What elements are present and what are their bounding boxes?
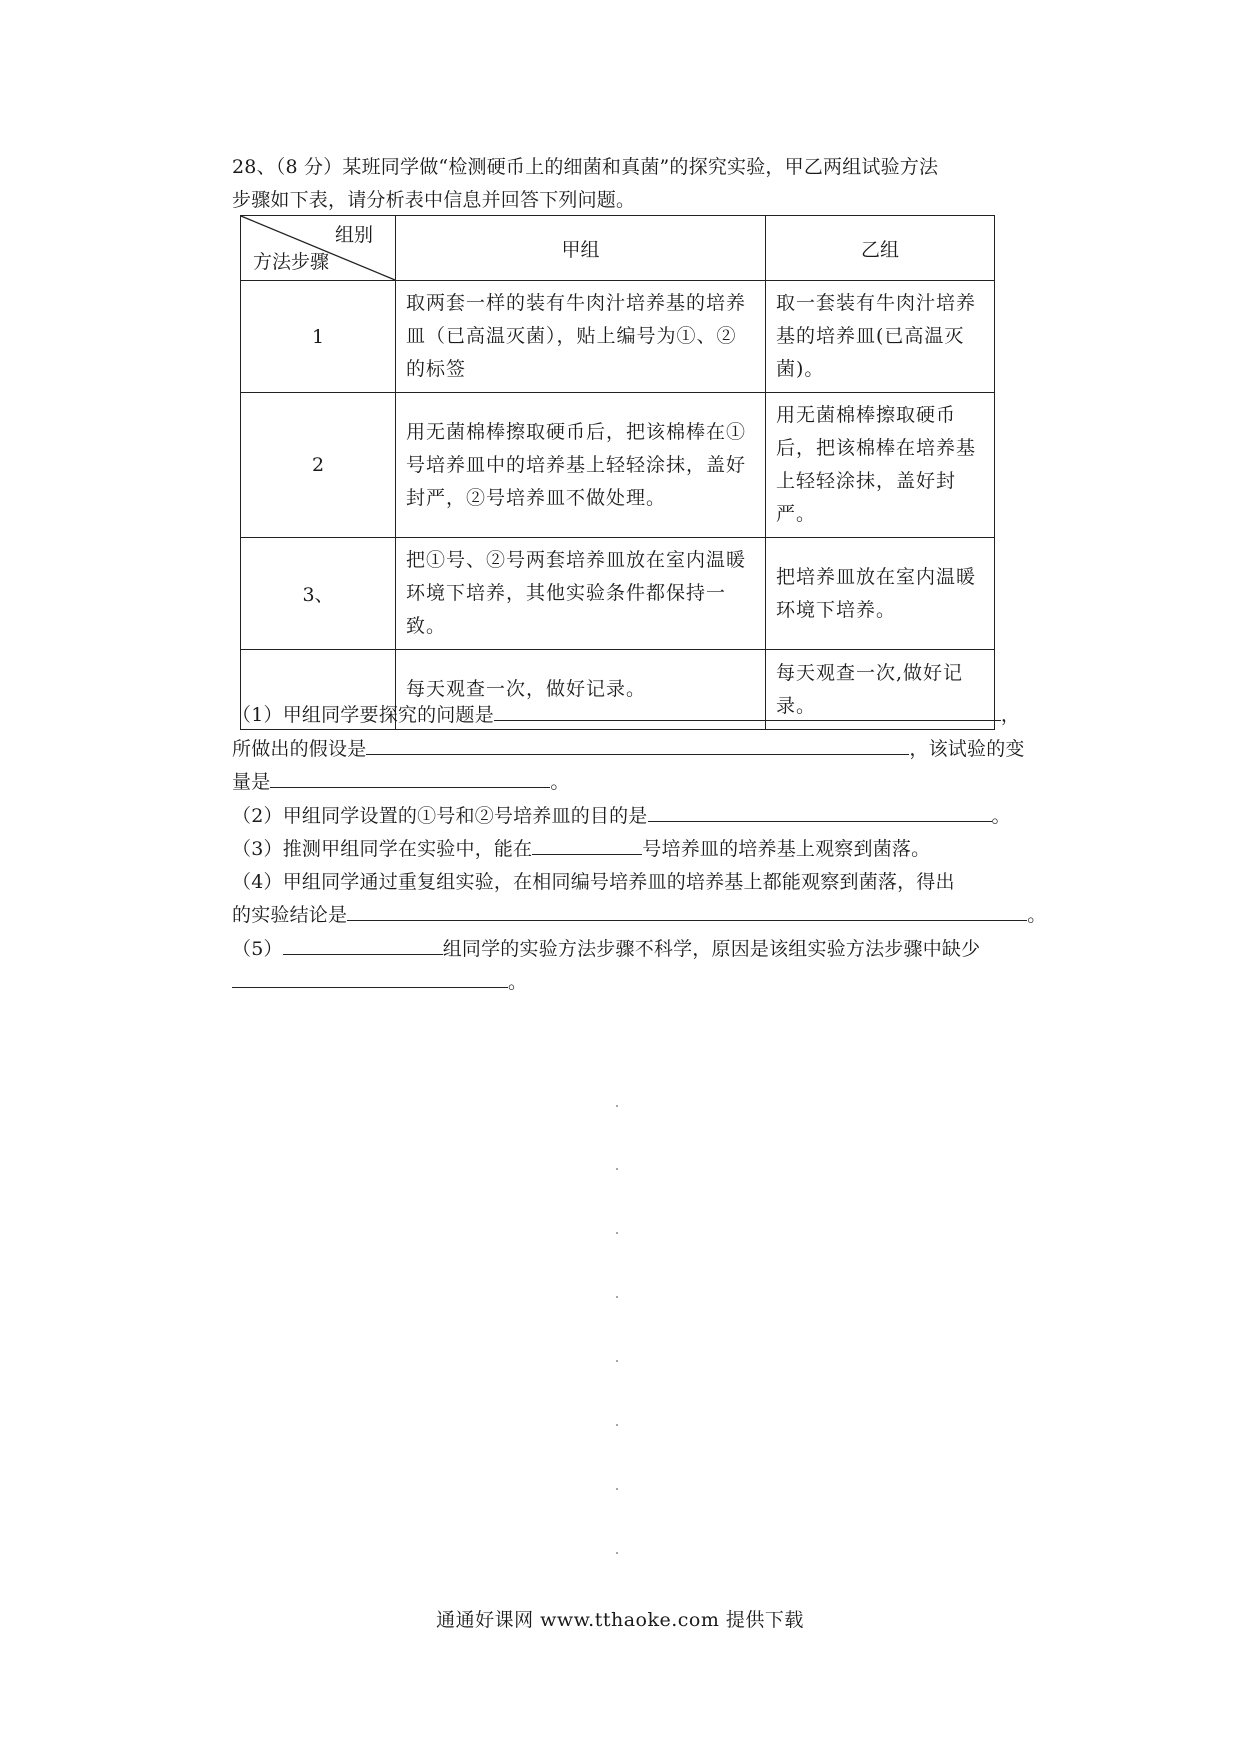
q2-line: （2）甲组同学设置的①号和②号培养皿的目的是 。 bbox=[232, 799, 1052, 833]
scan-dot bbox=[616, 1168, 618, 1170]
table-row bbox=[241, 281, 995, 393]
q4-conclusion-blank[interactable] bbox=[347, 898, 1027, 921]
q1-line-1: （1）甲组同学要探究的问题是 ， bbox=[232, 698, 1052, 732]
scan-dot bbox=[616, 1424, 618, 1426]
q5-group-blank[interactable] bbox=[283, 932, 443, 955]
scan-dot bbox=[616, 1360, 618, 1362]
group-b-cell: 每天观查一次,做好记录。 bbox=[776, 661, 964, 717]
q1-line-2: 所做出的假设是 ，该试验的变 bbox=[232, 732, 1052, 766]
header-group-b: 乙组 bbox=[766, 216, 995, 281]
q3-line: （3）推测甲组同学在实验中，能在 号培养皿的培养基上观察到菌落。 bbox=[232, 832, 1052, 866]
q1-line-3: 量是 。 bbox=[232, 765, 1052, 799]
group-b-cell: 用无菌棉棒擦取硬币后，把该棉棒在培养基上轻轻涂抹，盖好封严。 bbox=[776, 404, 977, 525]
footer-credit: 通通好课网 www.tthaoke.com 提供下载 bbox=[436, 1609, 804, 1631]
q2-purpose-blank[interactable] bbox=[648, 799, 992, 822]
table-row bbox=[241, 538, 995, 650]
q5-line-1: （5） 组同学的实验方法步骤不科学，原因是该组实验方法步骤中缺少 bbox=[232, 932, 1052, 966]
group-b-cell: 取一套装有牛肉汁培养基的培养皿(已高温灭菌)。 bbox=[776, 292, 977, 380]
answer-section bbox=[232, 698, 1052, 999]
q1-problem-blank[interactable] bbox=[494, 698, 1001, 721]
scan-dot bbox=[616, 1552, 618, 1554]
scan-dot bbox=[616, 1232, 618, 1234]
group-a-cell: 取两套一样的装有牛肉汁培养基的培养皿（已高温灭菌），贴上编号为①、②的标签 bbox=[406, 292, 747, 380]
q1-variable-blank[interactable] bbox=[270, 765, 550, 788]
group-a-cell: 把①号、②号两套培养皿放在室内温暖环境下培养，其他实验条件都保持一致。 bbox=[406, 549, 747, 637]
question-line-1: 28、（8 分）某班同学做“检测硬币上的细菌和真菌”的探究实验，甲乙两组试验方法 bbox=[232, 156, 939, 178]
step-number: 3、 bbox=[241, 538, 396, 650]
header-steps-label: 方法步骤 bbox=[253, 251, 330, 273]
scan-dot bbox=[616, 1105, 618, 1107]
diagonal-header-cell bbox=[241, 216, 396, 281]
question-title bbox=[232, 151, 1052, 217]
q5-line-2: 。 bbox=[232, 965, 1052, 999]
header-group-a: 甲组 bbox=[396, 216, 766, 281]
header-group-label: 组别 bbox=[334, 224, 373, 246]
experiment-table bbox=[240, 215, 995, 730]
group-a-cell: 每天观查一次，做好记录。 bbox=[406, 678, 647, 700]
group-a-cell: 用无菌棉棒擦取硬币后，把该棉棒在①号培养皿中的培养基上轻轻涂抹，盖好封严，②号培养皿不做处理。 bbox=[406, 420, 747, 509]
scan-dot bbox=[616, 1488, 618, 1490]
step-number: 1 bbox=[241, 281, 396, 393]
q5-missing-blank[interactable] bbox=[232, 965, 508, 988]
group-b-cell: 把培养皿放在室内温暖环境下培养。 bbox=[776, 565, 977, 621]
scan-dot bbox=[616, 1296, 618, 1298]
q4-line-2: 的实验结论是 。 bbox=[232, 898, 1052, 932]
q1-hypothesis-blank[interactable] bbox=[366, 732, 909, 755]
table-row bbox=[241, 393, 995, 538]
step-number: 2 bbox=[241, 393, 396, 538]
q4-line-1: （4）甲组同学通过重复组实验，在相同编号培养皿的培养基上都能观察到菌落，得出 bbox=[232, 870, 955, 893]
table-header-row bbox=[241, 216, 995, 281]
question-line-2: 步骤如下表，请分析表中信息并回答下列问题。 bbox=[232, 189, 636, 211]
q3-dish-blank[interactable] bbox=[532, 832, 642, 855]
